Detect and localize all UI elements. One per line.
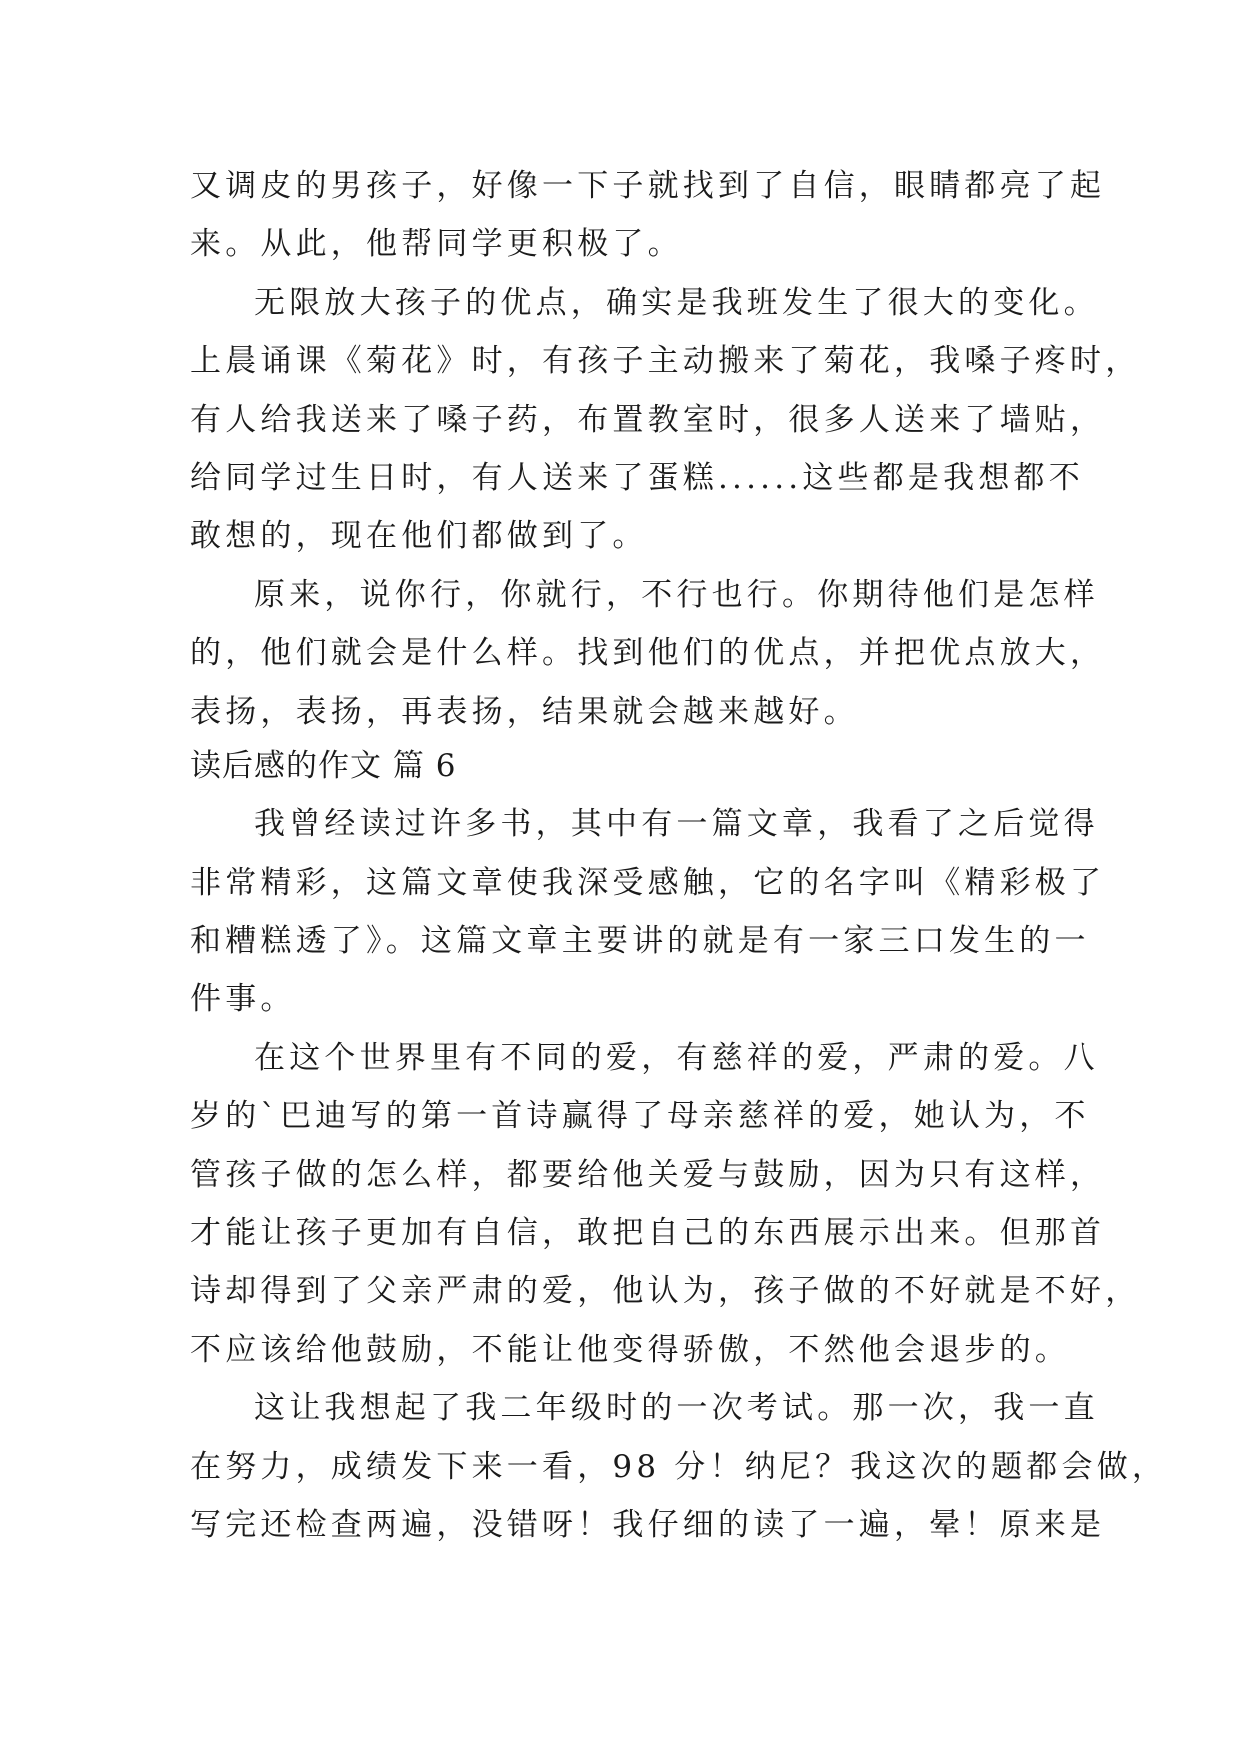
text-line: 的，他们就会是什么样。找到他们的优点，并把优点放大， xyxy=(190,635,1106,671)
text-line: 给同学过生日时，有人送来了蛋糕......这些都是我想都不 xyxy=(190,460,1084,496)
text-line: 来。从此，他帮同学更积极了。 xyxy=(190,226,683,262)
text-line: 非常精彩，这篇文章使我深受感触，它的名字叫《精彩极了 xyxy=(190,865,1106,901)
paragraph-start: 我曾经读过许多书，其中有一篇文章，我看了之后觉得 xyxy=(254,806,1099,842)
text-line: 岁的`巴迪写的第一首诗赢得了母亲慈祥的爱，她认为，不 xyxy=(190,1098,1090,1134)
text-line: 在努力，成绩发下来一看，98 分！纳尼？我这次的题都会做， xyxy=(190,1449,1168,1485)
paragraph-start: 原来，说你行，你就行，不行也行。你期待他们是怎样 xyxy=(254,577,1099,613)
text-line: 写完还检查两遍，没错呀！我仔细的读了一遍，晕！原来是 xyxy=(190,1507,1106,1543)
text-line: 上晨诵课《菊花》时，有孩子主动搬来了菊花，我嗓子疼时， xyxy=(190,343,1141,379)
text-line: 表扬，表扬，再表扬，结果就会越来越好。 xyxy=(190,694,859,730)
text-line: 又调皮的男孩子，好像一下子就找到了自信，眼睛都亮了起 xyxy=(190,168,1106,204)
text-line: 有人给我送来了嗓子药，布置教室时，很多人送来了墙贴， xyxy=(190,402,1106,438)
text-line: 诗却得到了父亲严肃的爱，他认为，孩子做的不好就是不好， xyxy=(190,1273,1141,1309)
paragraph-start: 这让我想起了我二年级时的一次考试。那一次，我一直 xyxy=(254,1390,1099,1426)
section-heading: 读后感的作文 篇 6 xyxy=(190,748,457,784)
text-line: 管孩子做的怎么样，都要给他关爱与鼓励，因为只有这样， xyxy=(190,1157,1106,1193)
paragraph-start: 在这个世界里有不同的爱，有慈祥的爱，严肃的爱。八 xyxy=(254,1040,1099,1076)
text-line: 才能让孩子更加有自信，敢把自己的东西展示出来。但那首 xyxy=(190,1215,1106,1251)
text-line: 不应该给他鼓励，不能让他变得骄傲，不然他会退步的。 xyxy=(190,1332,1070,1368)
text-line: 件事。 xyxy=(190,981,296,1017)
paragraph-start: 无限放大孩子的优点，确实是我班发生了很大的变化。 xyxy=(254,285,1099,321)
text-line: 敢想的，现在他们都做到了。 xyxy=(190,518,648,554)
text-line: 和糟糕透了》。这篇文章主要讲的就是有一家三口发生的一 xyxy=(190,923,1090,959)
